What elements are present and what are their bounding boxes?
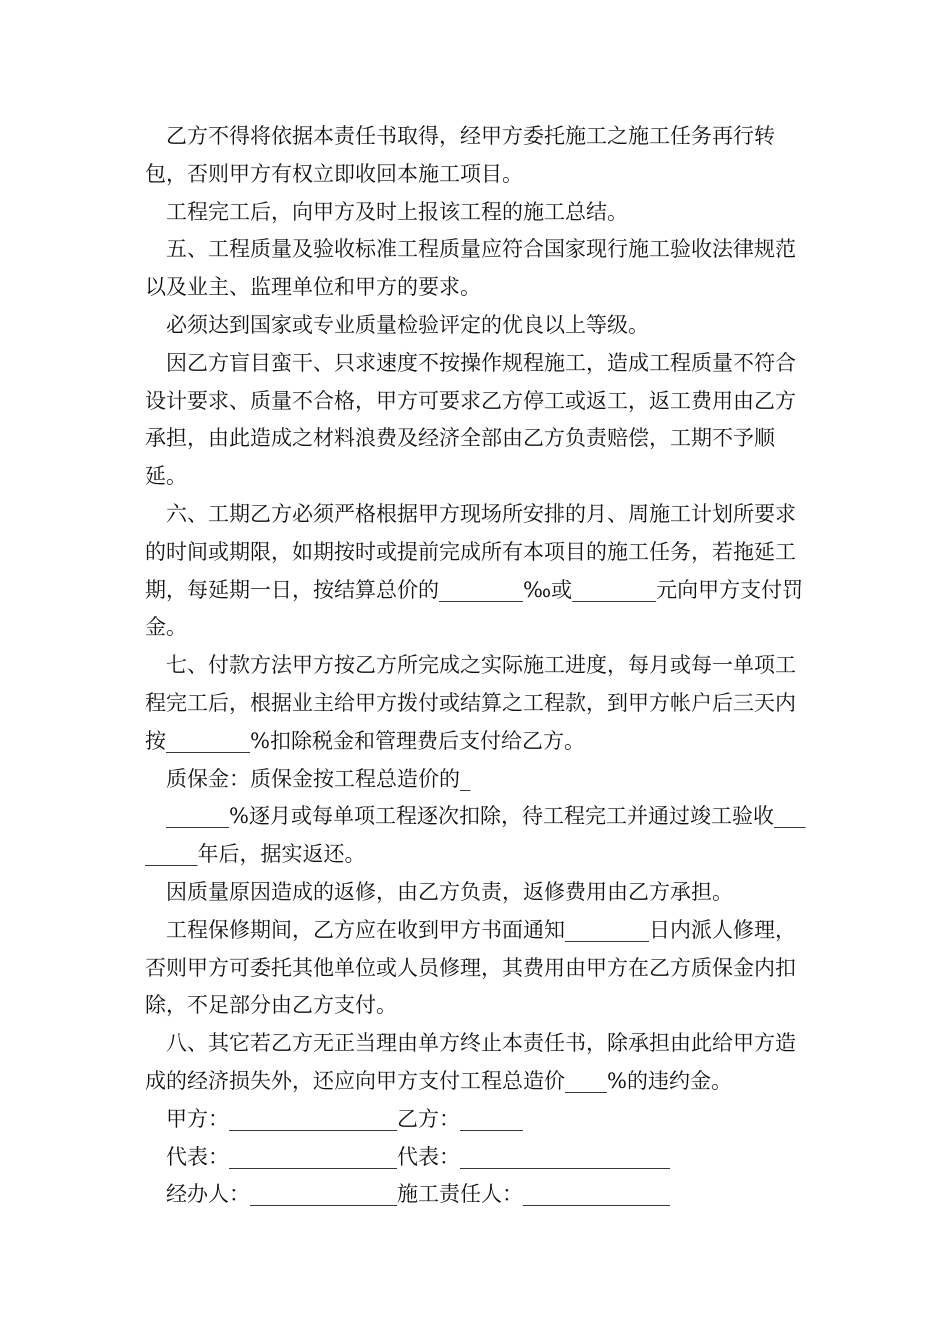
paragraph-section-6: 六、工期乙方必须严格根据甲方现场所安排的月、周施工计划所要求的时间或期限，如期按时或提前完成所有本项目的施工任务，若拖延工期，每延期一日，按结算总价的________‰或________元向甲方支付罚金。 (145, 501, 804, 640)
paragraph-repair: 因质量原因造成的返修，由乙方负责，返修费用由乙方承担。 (166, 879, 733, 904)
paragraph-warranty: 工程保修期间，乙方应在收到甲方书面通知________日内派人修理，否则甲方可委托其他单位或人员修理，其费用由甲方在乙方质保金内扣除，不足部分由乙方支付。 (145, 917, 796, 1018)
paragraph-retention-return: ______%逐月或每单项工程逐次扣除，待工程完工并通过竣工验收________年后，据实返还。 (145, 804, 806, 867)
paragraph-quality-grade: 必须达到国家或专业质量检验评定的优良以上等级。 (166, 312, 649, 337)
paragraph-summary: 工程完工后，向甲方及时上报该工程的施工总结。 (166, 199, 628, 224)
paragraph-section-5: 五、工程质量及验收标准工程质量应符合国家现行施工验收法律规范以及业主、监理单位和甲方的要求。 (145, 237, 796, 300)
paragraph-rework: 因乙方盲目蛮干、只求速度不按操作规程施工，造成工程质量不符合设计要求、质量不合格，甲方可要求乙方停工或返工，返工费用由乙方承担，由此造成之材料浪费及经济全部由乙方负责赔偿，工期不予顺延。 (145, 350, 796, 489)
paragraph-section-7: 七、付款方法甲方按乙方所完成之实际施工进度，每月或每一单项工程完工后，根据业主给甲方拨付或结算之工程款，到甲方帐户后三天内按________%扣除税金和管理费后支付给乙方。 (145, 653, 796, 753)
signature-line-party: 甲方：________________乙方：______ (166, 1106, 523, 1131)
signature-line-representative: 代表：________________代表：____________________ (166, 1144, 670, 1169)
signature-line-handler: 经办人：______________施工责任人：______________ (166, 1182, 670, 1207)
paragraph-retention: 质保金：质保金按工程总造价的_ (166, 766, 471, 791)
document-body (145, 118, 815, 1214)
paragraph-section-8: 八、其它若乙方无正当理由单方终止本责任书，除承担由此给甲方造成的经济损失外，还应向甲方支付工程总造价____%的违约金。 (145, 1031, 796, 1093)
paragraph-subcontract: 乙方不得将依据本责任书取得，经甲方委托施工之施工任务再行转包，否则甲方有权立即收回本施工项目。 (145, 124, 775, 186)
